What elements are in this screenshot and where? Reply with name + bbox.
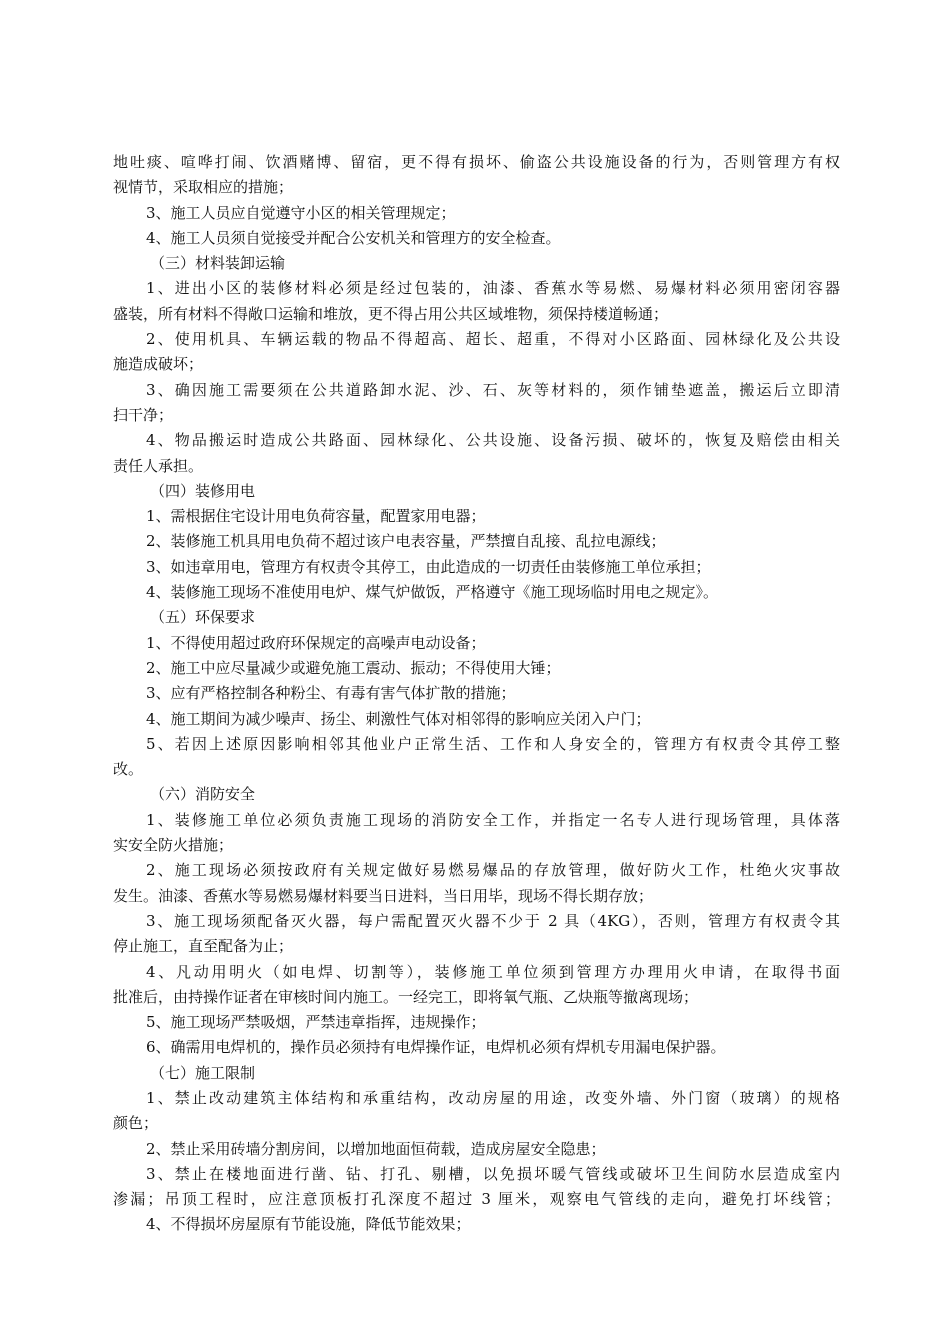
section-heading: （三）材料装卸运输: [150, 254, 286, 273]
text-line: 5、施工现场严禁吸烟，严禁违章指挥，违规操作；: [146, 1013, 486, 1032]
text-line: 2、施工中应尽量减少或避免施工震动、振动；不得使用大锤；: [146, 658, 561, 677]
text-line: 2、使用机具、车辆运载的物品不得超高、超长、超重，不得对小区路面、园林绿化及公共设: [146, 330, 840, 349]
text-line: 发生。油漆、香蕉水等易燃易爆材料要当日进料，当日用毕，现场不得长期存放；: [113, 886, 654, 905]
text-line: 1、需根据住宅设计用电负荷容量，配置家用电器；: [146, 507, 486, 526]
text-line: 批准后，由持操作证者在审核时间内施工。一经完工，即将氧气瓶、乙炔瓶等撤离现场；: [113, 987, 699, 1006]
text-line: 4、施工人员须自觉接受并配合公安机关和管理方的安全检查。: [146, 228, 561, 247]
text-line: 4、凡动用明火（如电焊、切割等），装修施工单位须到管理方办理用火申请，在取得书面: [146, 962, 840, 981]
text-line: 1、不得使用超过政府环保规定的高噪声电动设备；: [146, 633, 486, 652]
text-line: 5、若因上述原因影响相邻其他业户正常生活、工作和人身安全的，管理方有权责令其停工整: [146, 734, 840, 753]
text-line: 2、禁止采用砖墙分割房间，以增加地面恒荷载，造成房屋安全隐患；: [146, 1139, 606, 1158]
text-line: 1、禁止改动建筑主体结构和承重结构，改动房屋的用途，改变外墙、外门窗（玻璃）的规格: [146, 1088, 840, 1107]
text-line: 4、装修施工现场不准使用电炉、煤气炉做饭，严格遵守《施工现场临时用电之规定》。: [146, 583, 719, 602]
text-line: 停止施工，直至配备为止；: [113, 937, 294, 956]
text-line: 2、装修施工机具用电负荷不超过该户电表容量，严禁擅自乱接、乱拉电源线；: [146, 532, 666, 551]
text-line: 改。: [113, 760, 144, 779]
text-line: 扫干净；: [113, 405, 174, 424]
text-line: 3、如违章用电，管理方有权责令其停工，由此造成的一切责任由装修施工单位承担；: [146, 557, 711, 576]
text-line: 盛装，所有材料不得敞口运输和堆放，更不得占用公共区域堆物，须保持楼道畅通；: [113, 304, 669, 323]
text-line: 4、施工期间为减少噪声、扬尘、刺激性气体对相邻得的影响应关闭入户门；: [146, 709, 651, 728]
text-line: 4、物品搬运时造成公共路面、园林绿化、公共设施、设备污损、破坏的，恢复及赔偿由相关: [146, 431, 840, 450]
text-line: 施造成破坏；: [113, 355, 204, 374]
section-heading: （六）消防安全: [150, 785, 256, 804]
text-line: 实安全防火措施；: [113, 836, 234, 855]
section-heading: （四）装修用电: [150, 481, 256, 500]
section-heading: （七）施工限制: [150, 1063, 256, 1082]
text-line: 3、确因施工需要须在公共道路卸水泥、沙、石、灰等材料的，须作铺垫遮盖，搬运后立即清: [146, 380, 840, 399]
text-line: 责任人承担。: [113, 456, 204, 475]
document-body: [113, 150, 840, 1238]
text-line: 6、确需用电焊机的，操作员必须持有电焊操作证，电焊机必须有焊机专用漏电保护器。: [146, 1038, 726, 1057]
text-line: 4、不得损坏房屋原有节能设施，降低节能效果；: [146, 1215, 471, 1234]
text-line: 3、应有严格控制各种粉尘、有毒有害气体扩散的措施；: [146, 684, 516, 703]
text-line: 3、禁止在楼地面进行凿、钻、打孔、剔槽，以免损坏暖气管线或破坏卫生间防水层造成室内: [146, 1164, 840, 1183]
text-line: 地吐痰、喧哗打闹、饮酒赌博、留宿，更不得有损坏、偷盗公共设施设备的行为，否则管理方有权: [113, 153, 840, 171]
text-line: 3、施工现场须配备灭火器，每户需配置灭火器不少于 2 具（4KG），否则，管理方有权责令其: [146, 911, 840, 930]
text-line: 1、装修施工单位必须负责施工现场的消防安全工作，并指定一名专人进行现场管理，具体落: [146, 810, 840, 829]
text-line: 3、施工人员应自觉遵守小区的相关管理规定；: [146, 203, 456, 222]
text-line: 颜色；: [113, 1114, 159, 1133]
text-line: 渗漏；吊顶工程时，应注意顶板打孔深度不超过 3 厘米，观察电气管线的走向，避免打坏线管；: [113, 1190, 840, 1209]
section-heading: （五）环保要求: [150, 608, 256, 627]
text-line: 2、施工现场必须按政府有关规定做好易燃易爆品的存放管理，做好防火工作，杜绝火灾事故: [146, 861, 840, 880]
text-line: 视情节，采取相应的措施；: [113, 178, 294, 197]
text-line: 1、进出小区的装修材料必须是经过包装的，油漆、香蕉水等易燃、易爆材料必须用密闭容器: [146, 279, 840, 298]
